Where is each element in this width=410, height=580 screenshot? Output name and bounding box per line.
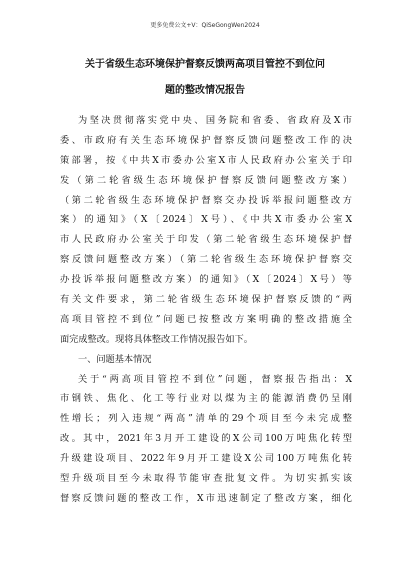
- body-line: 察反馈问题整改方案）（第二轮省级生态环境保护督察交: [60, 254, 352, 266]
- body-line: 市人民政府办公室关于印发（第二轮省级生态环境保护督: [60, 234, 352, 246]
- title-line-1: 关于省级生态环境保护督察反馈两高项目管控不到位问: [85, 59, 325, 70]
- body-line: 委、市政府有关生态环境保护督察反馈问题整改工作的决: [60, 134, 352, 146]
- header-note: 更多免费公文+V：QiSeGongWen2024: [150, 22, 260, 29]
- body-line: 改。其中，2021年3月开工建设的X公司100万吨焦化转型: [60, 433, 352, 445]
- title-line-2: 题的整改情况报告: [165, 85, 245, 96]
- body-line: 面完成整改。现将具体整改工作情况报告如下。: [60, 333, 253, 345]
- body-line: 办投诉举报问题整改方案）的通知》（X〔2024〕X号）等: [60, 274, 352, 286]
- body-line: 案）的通知》（X〔2024〕X号）、《中共X市委办公室X: [60, 214, 352, 226]
- body-line: 策部署，按《中共X市委办公室X市人民政府办公室关于印: [60, 154, 352, 166]
- body-line: 性增长；列入违规“两高”清单的29个项目至今未完成整: [60, 413, 352, 425]
- body-line: 升级建设项目、2022年9月开工建设X公司100万吨焦化转: [60, 453, 352, 465]
- body-line: 督察反馈问题的整改工作，X市迅速制定了整改方案，细化: [60, 492, 352, 504]
- body-line: （第二轮省级生态环境保护督察交办投诉举报问题整改方: [60, 194, 352, 206]
- document-title: [58, 52, 352, 104]
- body-line: 型升级项目至今未取得节能审查批复文件。为切实抓实该: [60, 473, 352, 485]
- section-heading: 一、问题基本情况: [78, 353, 152, 365]
- body-line: 市钢铁、焦化、化工等行业对以煤为主的能源消费仍呈刚: [60, 393, 352, 405]
- body-line: 发（第二轮省级生态环境保护督察反馈问题整改方案）: [60, 174, 352, 186]
- document-body: [60, 111, 352, 509]
- body-line: 为坚决贯彻落实党中央、国务院和省委、省政府及X市: [78, 115, 352, 126]
- body-line: 有关文件要求，第二轮省级生态环境保护督察反馈的“两: [60, 294, 352, 306]
- body-line: 关于“两高项目管控不到位”问题，督察报告指出：X: [78, 373, 352, 385]
- body-line: 高项目管控不到位”问题已按整改方案明确的整改措施全: [60, 313, 352, 325]
